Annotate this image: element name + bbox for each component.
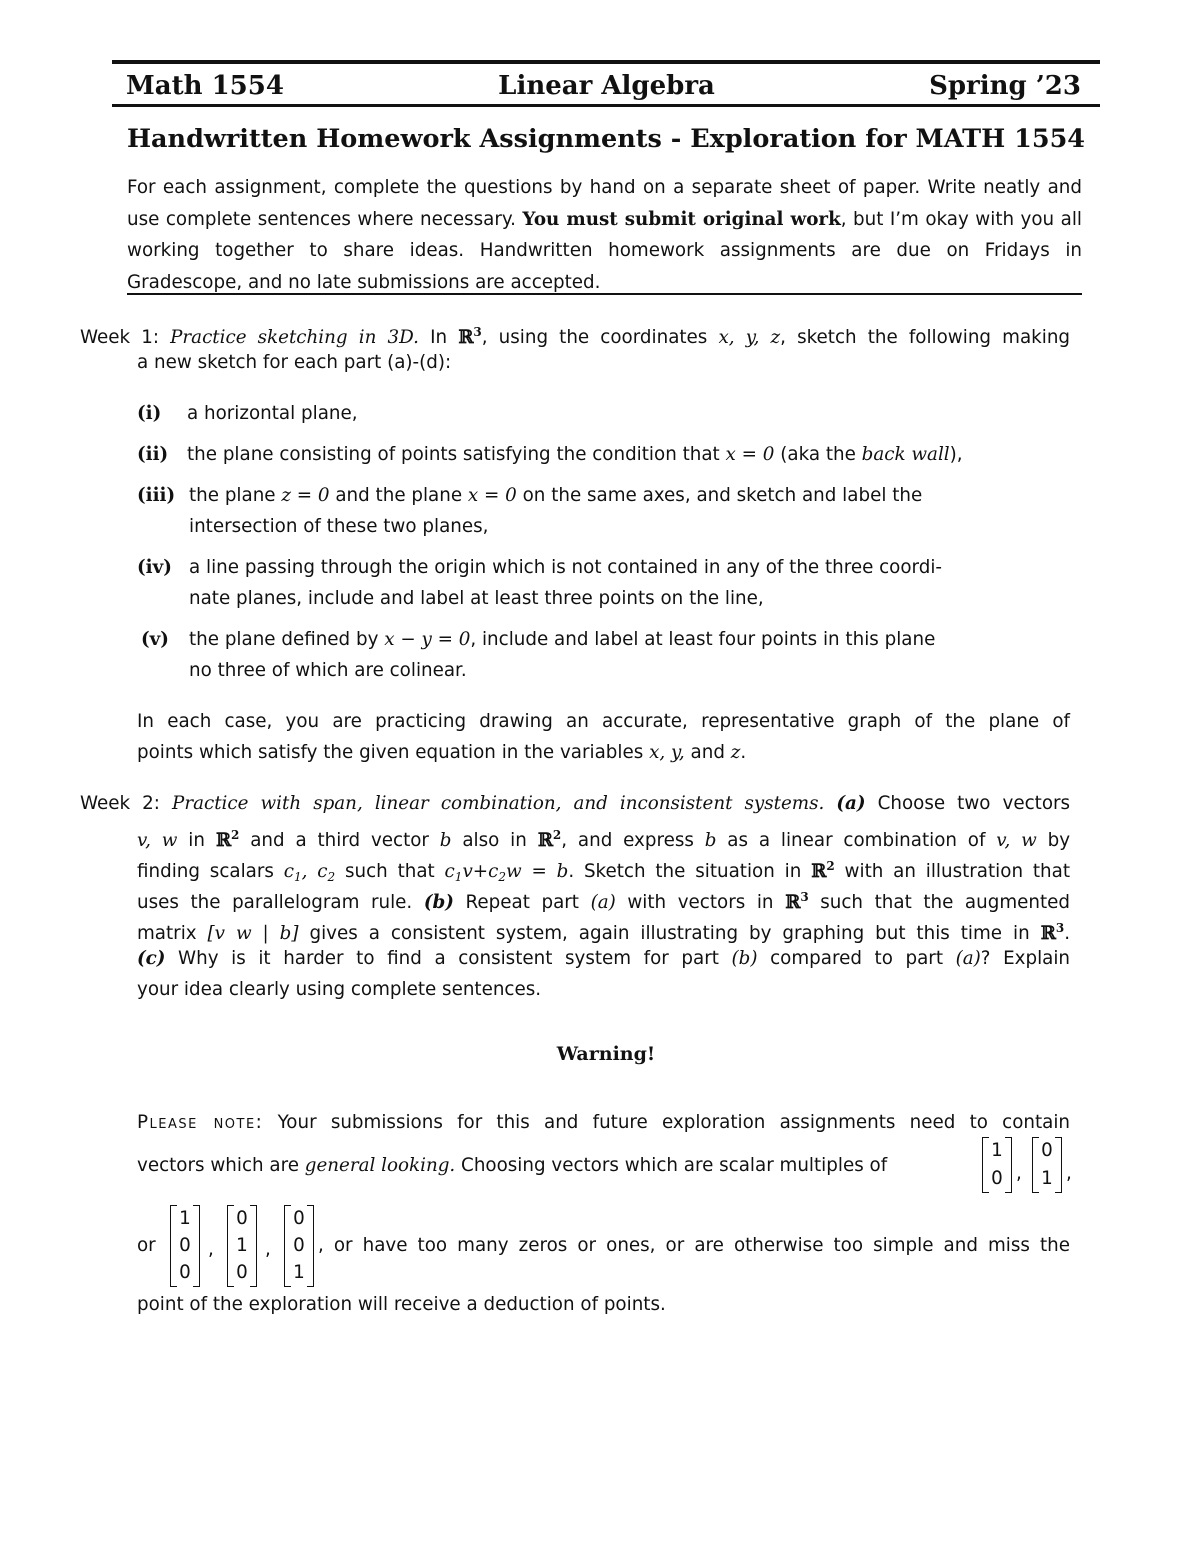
week2-text: finding scalars bbox=[137, 861, 284, 882]
part-c-label: (c) bbox=[137, 948, 166, 969]
week1-item-iii-line-2: intersection of these two planes, bbox=[189, 516, 489, 537]
item-label: (i) bbox=[137, 403, 162, 424]
vector-entry: 1 bbox=[991, 1140, 1003, 1161]
warning-text: vectors which are bbox=[137, 1155, 305, 1176]
item-text: a horizontal plane, bbox=[187, 403, 358, 424]
equation: x = 0 bbox=[467, 485, 517, 506]
vector-e2-3d bbox=[227, 1205, 257, 1287]
vector-entry: 0 bbox=[236, 1208, 248, 1229]
course-number: Math 1554 bbox=[126, 71, 284, 101]
item-text: (aka the bbox=[774, 444, 862, 465]
header-bottom-rule bbox=[112, 104, 1100, 107]
or-label: or bbox=[137, 1235, 156, 1256]
part-ref: (a) bbox=[955, 948, 981, 969]
week2-text: with an illustration that bbox=[834, 861, 1070, 882]
course-subject: Linear Algebra bbox=[498, 71, 715, 101]
part-ref: (a) bbox=[590, 892, 616, 913]
vector-entry: 1 bbox=[236, 1235, 248, 1256]
vector-e1-3d bbox=[170, 1205, 200, 1287]
vector-separator: , bbox=[208, 1239, 214, 1260]
week2-text: Why is it harder to find a consistent system for part bbox=[165, 948, 732, 969]
item-emphasis: back wall bbox=[861, 444, 950, 465]
warning-text: Choosing vectors which are scalar multiples of bbox=[455, 1155, 888, 1176]
closing-text: and bbox=[684, 742, 731, 763]
week1-item-v-line-2: no three of which are colinear. bbox=[189, 660, 467, 681]
warning-line-2 bbox=[137, 1154, 887, 1178]
equation: x = 0 bbox=[725, 444, 775, 465]
note-label: Please note: bbox=[137, 1112, 264, 1133]
part-b-label: (b) bbox=[423, 892, 454, 913]
week1-item-iii bbox=[137, 484, 922, 508]
vector-entry: 0 bbox=[236, 1262, 248, 1283]
vector-e2-2d bbox=[1032, 1137, 1062, 1193]
real-r2: ℝ$^2$ bbox=[811, 859, 835, 882]
week1-topic: Practice sketching in 3D. bbox=[170, 327, 419, 348]
week2-line-5: matrix [v w | b] gives a consistent system, again illustrating by graphing but this time in ℝ$^3$. bbox=[137, 921, 1070, 944]
week1-closing-line-1: In each case, you are practicing drawing an accurate, representative graph of the plane of bbox=[137, 711, 1070, 732]
scalars-c1-c2: $c_1$, $c_2$ bbox=[283, 861, 336, 884]
closing-var-z: z bbox=[730, 742, 741, 763]
vector-separator: , bbox=[1016, 1163, 1022, 1184]
week1-coords: x, y, z bbox=[718, 327, 781, 348]
real-r2: ℝ$^2$ bbox=[215, 828, 240, 851]
intro-rule bbox=[127, 293, 1082, 295]
week2-line-1 bbox=[80, 792, 1070, 816]
week2-line-6 bbox=[137, 947, 1070, 971]
equation: x − y = 0 bbox=[384, 629, 471, 650]
vector-e1-2d bbox=[982, 1137, 1012, 1193]
item-label: (iv) bbox=[137, 557, 172, 578]
vector-entry: 0 bbox=[991, 1168, 1003, 1189]
closing-text: . bbox=[740, 742, 747, 763]
part-ref: (b) bbox=[731, 948, 758, 969]
vector-separator: , bbox=[265, 1239, 271, 1260]
week2-text: also in bbox=[451, 830, 538, 851]
week2-line-2 bbox=[137, 823, 1070, 853]
warning-line-3: , or have too many zeros or ones, or are otherwise too simple and miss the bbox=[318, 1235, 1070, 1256]
item-label: (ii) bbox=[137, 444, 169, 465]
week2-text: in bbox=[177, 830, 216, 851]
warning-line-4: point of the exploration will receive a deduction of points. bbox=[137, 1294, 666, 1315]
week2-line-4 bbox=[137, 885, 1070, 915]
item-text: and the plane bbox=[329, 485, 468, 506]
week1-text: In bbox=[430, 327, 459, 348]
warning-text: Your submissions for this and future exploration assignments need to contain bbox=[263, 1112, 1070, 1133]
week2-text: such that bbox=[335, 861, 445, 882]
vector-entry: 0 bbox=[293, 1208, 305, 1229]
item-text: ), bbox=[949, 444, 963, 465]
vector-e3-3d bbox=[284, 1205, 314, 1287]
week1-item-i bbox=[137, 402, 358, 426]
week2-label: Week 2: bbox=[80, 793, 160, 814]
vector-entry: 1 bbox=[293, 1262, 305, 1283]
week1-text: , sketch the following making bbox=[780, 327, 1071, 348]
real-r3: ℝ$^3$ bbox=[458, 325, 482, 348]
week2-text: compared to part bbox=[757, 948, 956, 969]
week1-line-2: a new sketch for each part (a)-(d): bbox=[137, 352, 452, 373]
week2-line-7: your idea clearly using complete sentences. bbox=[137, 979, 542, 1000]
intro-text-1: For each assignment, complete the questions by hand on a separate sheet of paper. Write neatly and use complete sentences where necessary. bbox=[127, 177, 1082, 230]
week1-item-iv-line-2: nate planes, include and label at least three points on the line, bbox=[189, 588, 764, 609]
week2-text: Choose two vectors bbox=[877, 793, 1071, 814]
week2-text: such that the augmented bbox=[808, 892, 1070, 913]
week1-closing-line-2 bbox=[137, 741, 746, 765]
real-r2: ℝ$^2$ bbox=[537, 828, 562, 851]
vector-entry: 1 bbox=[1041, 1168, 1053, 1189]
var-b: b bbox=[439, 830, 452, 851]
intro-paragraph bbox=[127, 172, 1082, 298]
week2-text: Repeat part bbox=[453, 892, 591, 913]
closing-vars: x, y, bbox=[649, 742, 685, 763]
item-text: the plane bbox=[189, 485, 282, 506]
equation-lincomb: $c_1v+c_2w = b$ bbox=[444, 861, 569, 884]
week2-text: ? Explain bbox=[980, 948, 1071, 969]
week2-text: . Sketch the situation in bbox=[568, 861, 812, 882]
vector-entry: 0 bbox=[1041, 1140, 1053, 1161]
vector-entry: 1 bbox=[179, 1208, 191, 1229]
vars-v-w: v, w bbox=[996, 830, 1037, 851]
week2-text: , and express bbox=[561, 830, 705, 851]
closing-text: points which satisfy the given equation in the variables bbox=[137, 742, 650, 763]
week2-text: by bbox=[1036, 830, 1071, 851]
item-text: a line passing through the origin which is not contained in any of the three coordi- bbox=[189, 557, 943, 578]
warning-emphasis: general looking. bbox=[304, 1155, 456, 1176]
week2-text: matrix bbox=[137, 923, 208, 944]
vector-entry: 0 bbox=[179, 1235, 191, 1256]
week2-text: uses the parallelogram rule. bbox=[137, 892, 424, 913]
var-b: b bbox=[704, 830, 717, 851]
intro-text-2: , but I’m okay with you all working together to share ideas. Handwritten homework assignments are due on Fridays in Gradescope, and no late submissions are accepted. bbox=[127, 208, 1082, 293]
augmented-matrix: [v w | b] bbox=[207, 923, 299, 944]
course-header bbox=[126, 68, 1081, 104]
week2-text: and a third vector bbox=[239, 830, 440, 851]
warning-heading: Warning! bbox=[556, 1043, 656, 1065]
week1-item-iv bbox=[137, 556, 942, 580]
week2-text: with vectors in bbox=[615, 892, 786, 913]
equation: z = 0 bbox=[281, 485, 330, 506]
intro-bold: You must submit original work bbox=[522, 208, 841, 230]
item-label: (iii) bbox=[137, 485, 176, 506]
vector-entry: 0 bbox=[179, 1262, 191, 1283]
week1-item-ii bbox=[137, 443, 963, 467]
vars-v-w: v, w bbox=[137, 830, 178, 851]
page-title: Handwritten Homework Assignments - Exploration for MATH 1554 bbox=[126, 124, 1086, 154]
week1-line-1 bbox=[80, 320, 1070, 350]
item-text: , include and label at least four points in this plane bbox=[470, 629, 936, 650]
course-term: Spring ’23 bbox=[929, 71, 1081, 101]
item-text: on the same axes, and sketch and label the bbox=[516, 485, 923, 506]
real-r3: ℝ$^3$ bbox=[1040, 921, 1065, 944]
vector-entry: 0 bbox=[293, 1235, 305, 1256]
item-text: the plane consisting of points satisfying the condition that bbox=[187, 444, 726, 465]
week1-text: , using the coordinates bbox=[481, 327, 719, 348]
header-top-rule bbox=[112, 60, 1100, 64]
week1-label: Week 1: bbox=[80, 327, 159, 348]
real-r3: ℝ$^3$ bbox=[785, 890, 809, 913]
warning-line-1 bbox=[137, 1111, 1070, 1135]
week2-text: as a linear combination of bbox=[716, 830, 997, 851]
vector-separator: , bbox=[1066, 1163, 1072, 1184]
week2-line-3 bbox=[137, 854, 1070, 889]
week2-text: gives a consistent system, again illustrating by graphing but this time in bbox=[298, 923, 1041, 944]
part-a-label: (a) bbox=[836, 793, 866, 814]
item-text: the plane defined by bbox=[189, 629, 385, 650]
week2-topic: Practice with span, linear combination, and inconsistent systems. bbox=[172, 793, 825, 814]
item-label: (v) bbox=[141, 629, 169, 650]
week1-item-v bbox=[141, 628, 935, 652]
